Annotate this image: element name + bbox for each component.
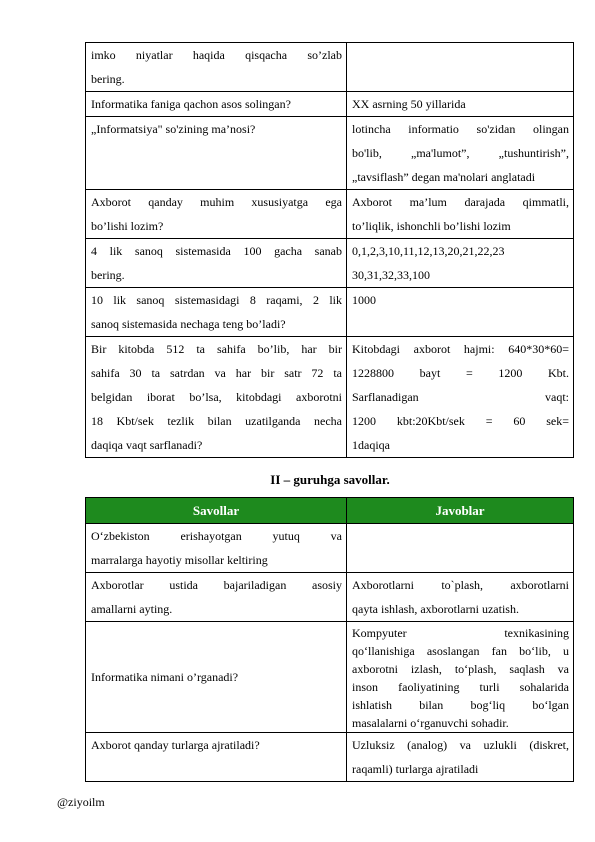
table-row [86, 239, 574, 288]
table-row [86, 733, 574, 782]
question-cell: Axborotlar ustida bajariladigan asosiy amallarni ayting. [86, 573, 347, 622]
question-cell: Bir kitobda 512 ta sahifa bo’lib, har bir sahifa 30 ta satrdan va har bir satr 72 ta belgidan iborat bo’lsa, kitobdagi axborotni 18 Kbt/sek tezlik bilan uzatilganda necha daqiqa vaqt sarflanadi? [86, 337, 347, 458]
answer-cell: 1000 [347, 288, 574, 337]
question-cell: „Informatsiya" so'zining ma’nosi? [86, 117, 347, 190]
table-row [86, 288, 574, 337]
answer-cell: Axborot ma’lum darajada qimmatli, to’liqlik, ishonchli bo’lishi lozim [347, 190, 574, 239]
answer-cell: Uzluksiz (analog) va uzlukli (diskret, raqamli) turlarga ajratiladi [347, 733, 574, 782]
header-questions: Savollar [86, 498, 347, 524]
answer-cell: Axborotlarni to`plash, axborotlarni qayta ishlash, axborotlarni uzatish. [347, 573, 574, 622]
header-answers: Javoblar [347, 498, 574, 524]
table-row [86, 92, 574, 117]
table-row [86, 337, 574, 458]
section-title: II – guruhga savollar. [270, 472, 390, 487]
table-row [86, 622, 574, 733]
answer-cell: Kompyuter texnikasining qo‘llanishiga asoslangan fan bo‘lib, u axborotni izlash, to‘plash, saqlash va inson faoliyatining turli sohalarida ishlatish bilan bog‘liq bo‘lgan masalalarni o‘rganuvchi sohadir. [347, 622, 574, 733]
footer-watermark: @ziyoilm [57, 795, 105, 809]
answer-cell: lotincha informatio so'zidan olingan bo'lib, „ma'lumot”, „tushuntirish”, „tavsiflash” degan ma'nolari anglatadi [347, 117, 574, 190]
answer-cell [347, 43, 574, 92]
question-cell: 10 lik sanoq sistemasidagi 8 raqami, 2 lik sanoq sistemasida nechaga teng bo’ladi? [86, 288, 347, 337]
table-row [86, 190, 574, 239]
table-row [86, 43, 574, 92]
answer-cell: XX asrning 50 yillarida [347, 92, 574, 117]
table-header-row [86, 498, 574, 524]
answer-cell: Kitobdagi axborot hajmi: 640*30*60= 1228800 bayt = 1200 Kbt. Sarflanadigan vaqt: 1200 kbt:20Kbt/sek = 60 sek= 1daqiqa [347, 337, 574, 458]
question-cell: imko niyatlar haqida qisqacha so’zlab bering. [86, 43, 347, 92]
answer-cell: 0,1,2,3,10,11,12,13,20,21,22,23 30,31,32,33,100 [347, 239, 574, 288]
question-cell: O‘zbekiston erishayotgan yutuq va marralarga hayotiy misollar keltiring [86, 524, 347, 573]
question-cell: Axborot qanday muhim xususiyatga ega bo’lishi lozim? [86, 190, 347, 239]
answer-cell [347, 524, 574, 573]
question-cell: Axborot qanday turlarga ajratiladi? [86, 733, 347, 782]
question-cell: 4 lik sanoq sistemasida 100 gacha sanab bering. [86, 239, 347, 288]
table-row [86, 524, 574, 573]
question-cell: Informatika faniga qachon asos solingan? [86, 92, 347, 117]
table-row [86, 117, 574, 190]
table-row [86, 573, 574, 622]
answers-table-group-2 [85, 497, 574, 782]
question-cell: Informatika nimani o’rganadi? [86, 622, 347, 733]
answers-table-group-1 [85, 42, 574, 458]
